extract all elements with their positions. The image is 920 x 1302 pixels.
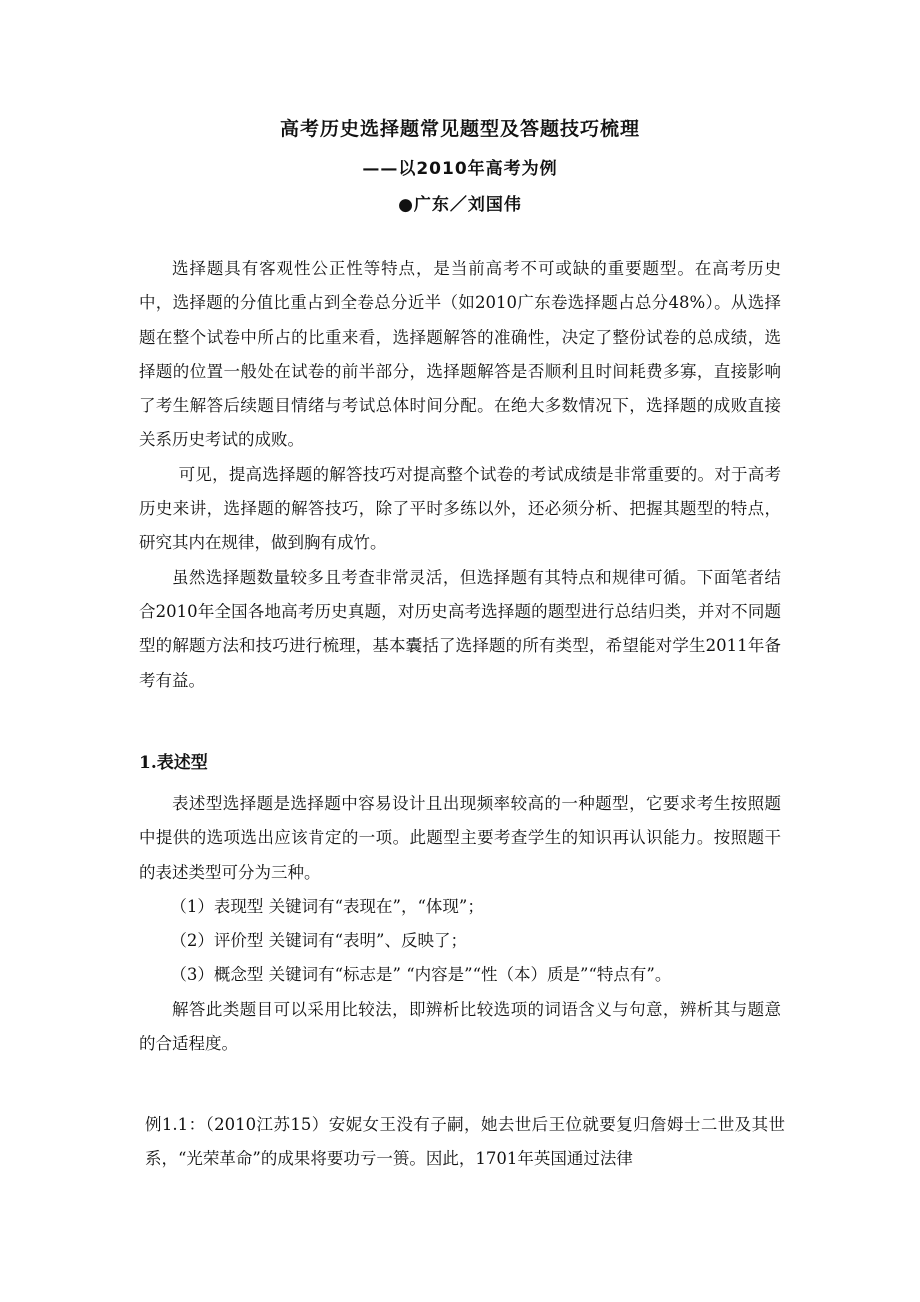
document-title: 高考历史选择题常见题型及答题技巧梳理 (279, 118, 640, 140)
intro-paragraph: 选择题具有客观性公正性等特点，是当前高考不可或缺的重要题型。在高考历史中，选择题的分值比重占到全卷总分近半（如2010广东卷选择题占总分48%）。从选择题在整个试卷中所占的比重来看，选择题解答的准确性，决定了整份试卷的总成绩，选择题的位置一般处在试卷的前半部分，选择题解答是否顺利且时间耗费多寡，直接影响了考生解答后续题目情绪与考试总体时间分配。在绝大多数情况下，选择题的成败直接关系历史考试的成败。 (139, 259, 781, 450)
intro-paragraph: 虽然选择题数量较多且考查非常灵活，但选择题有其特点和规律可循。下面笔者结合2010年全国各地高考历史真题，对历史高考选择题的题型进行总结归类，并对不同题型的解题方法和技巧进行梳理，基本囊括了选择题的所有类型，希望能对学生2011年备考有益。 (139, 567, 781, 690)
example-block (145, 1108, 785, 1177)
section-body (139, 787, 781, 1061)
section-paragraph: 解答此类题目可以采用比较法，即辨析比较选项的词语含义与句意，辨析其与题意的合适程度。 (139, 999, 781, 1054)
document-subtitle: ——以2010年高考为例 (362, 159, 558, 179)
intro-paragraph: 可见，提高选择题的解答技巧对提高整个试卷的考试成绩是非常重要的。对于高考历史来讲，选择题的解答技巧，除了平时多练以外，还必须分析、把握其题型的特点，研究其内在规律，做到胸有成竹。 (139, 464, 781, 553)
list-item: （3）概念型 关键词有“标志是” “内容是”“性（本）质是”“特点有”。 (170, 965, 672, 985)
list-item: （2）评价型 关键词有“表明”、反映了； (170, 931, 467, 951)
section-paragraph: 表述型选择题是选择题中容易设计且出现频率较高的一种题型，它要求考生按照题中提供的选项选出应该肯定的一项。此题型主要考查学生的知识再认识能力。按照题干的表述类型可分为三种。 (139, 794, 781, 882)
intro-section (139, 252, 781, 698)
section-heading: 1.表述型 (139, 753, 208, 773)
document-author: ●广东／刘国伟 (398, 195, 522, 215)
example-text: 例1.1：（2010江苏15）安妮女王没有子嗣，她去世后王位就要复归詹姆士二世及其世系，“光荣革命”的成果将要功亏一篑。因此，1701年英国通过法律 (145, 1115, 785, 1169)
list-item: （1）表现型 关键词有“表现在”，“体现”； (170, 896, 484, 916)
